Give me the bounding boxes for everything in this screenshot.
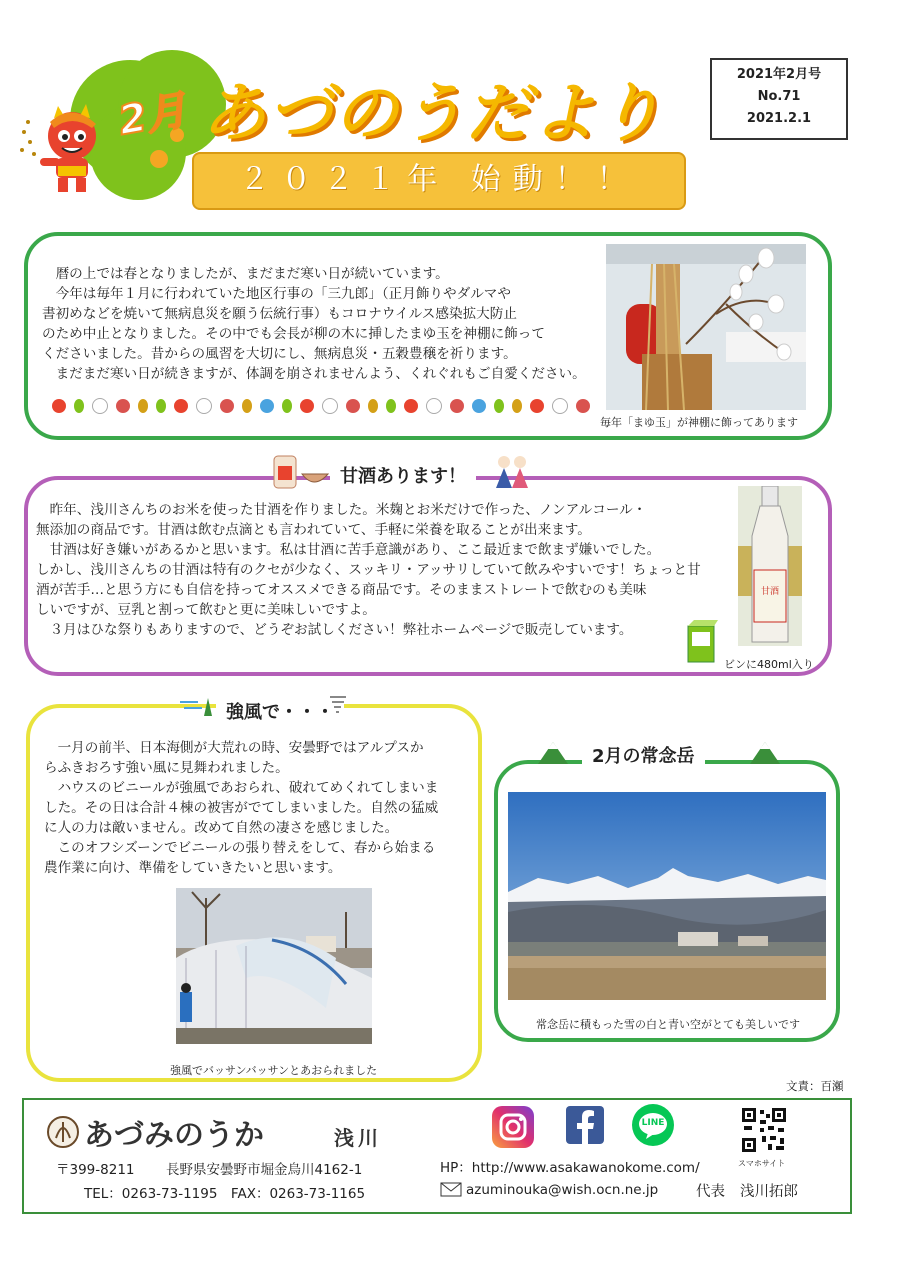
section2-text: 昨年、浅川さんちのお米を使った甘酒を作りました。米麹とお米だけで作った、ノンアルコール・ 無添加の商品です。甘酒は飲む点滴とも言われていて、手軽に栄養を取ることが出来ます。 甘酒は好き嫌いがあるかと思います。私は甘酒に苦手意識があり、ここ最近まで飲まず嫌いでした。 しかし、浅川さんちの甘酒は特有のクセが少なく、スッキリ・アッサリしていて飲みやすいです！ちょっと甘 酒が苦手…と思う方にも自信を持ってオススメできる商品です。そのままストレートで飲むのも美味 しいですが、豆乳と割って飲むと更に美味しいですよ。 ３月はひな祭りもありますので、どうぞお試しください！弊社ホームページで販売しています。 [36, 502, 701, 638]
tornado-icon [328, 694, 348, 716]
wind-icon [178, 694, 214, 718]
representative-label: 代表 [696, 1184, 725, 1200]
postal-code: 〒399-8211 [56, 1162, 135, 1178]
month-label: 2月 [115, 87, 190, 145]
oni-mascot-icon [14, 98, 114, 198]
mountain-icon-right [750, 740, 780, 764]
mail-icon [440, 1180, 462, 1198]
section1-text: 暦の上では春となりましたが、まだまだ寒い日が続いています。 今年は毎年１月に行われていた地区行事の「三九郎」（正月飾りやダルマや 書初めなどを焼いて無病息災を願う伝統行事）もコロナウイルス感染拡大防止 のため中止となりました。その中でも会長が柳の木に挿したまゆ玉を神棚に飾って くださいました。昔からの風習を大切にし、無病息災・五穀豊穣を祈ります。 まだまだ寒い日が続きますが、体調を崩されませんよう、くれぐれもご自愛ください。 [42, 266, 586, 382]
section2-heading: 甘酒あります！ [330, 462, 476, 488]
homepage-link[interactable]: HP：http://www.asakawanokome.com/ [440, 1160, 700, 1176]
company-logo-text: あづみのうか [84, 1118, 264, 1153]
tel-fax: TEL：0263-73-1195 FAX：0263-73-1165 [84, 1186, 366, 1202]
decorative-border-row [52, 398, 590, 414]
company-logo-sub: 浅川 [334, 1126, 382, 1150]
section4-heading: 2月の常念岳 [582, 742, 705, 768]
facebook-icon[interactable] [566, 1106, 604, 1144]
qr-label: スマホサイト [738, 1159, 786, 1168]
issue-number: No.71 [757, 89, 801, 104]
greenhouse-photo [176, 888, 372, 1044]
issue-info-box [710, 58, 848, 140]
hina-doll-icon [492, 450, 532, 490]
line-label: LINE [641, 1118, 665, 1128]
issue-date: 2021.2.1 [746, 111, 812, 126]
section3-caption: 強風でバッサンバッサンとあおられました [170, 1064, 378, 1077]
section1-caption: 毎年「まゆ玉」が神棚に飾ってあります [600, 416, 798, 429]
headline-banner: ２０２１年 始動！！ [192, 152, 686, 210]
issue-date-label: 2021年2月号 [736, 67, 822, 82]
company-address: 長野県安曇野市堀金烏川4162-1 [166, 1162, 363, 1178]
amazake-bottle-photo [738, 486, 802, 646]
author-credit: 文責：百瀬 [786, 1079, 844, 1093]
section3-heading: 強風で・・・ [216, 698, 344, 724]
jonendake-photo [508, 792, 826, 1000]
amazake-cup-icon [272, 452, 332, 492]
company-logo-icon [46, 1112, 80, 1150]
newsletter-title: あづのうだより [202, 77, 664, 151]
section3-text: 一月の前半、日本海側が大荒れの時、安曇野ではアルプスか らふきおろす強い風に見舞われました。 ハウスのビニールが強風であおられ、破れてめくれてしまいま した。その日は合計４棟の被害がでてしまいました。自然の猛威 に人の力は敵いません。改めて自然の凄さを感じました。 このオフシズーンでビニールの張り替えをして、春から始まる 農作業に向け、準備をしていきたいと思います。 [44, 740, 439, 876]
email-link[interactable]: azuminouka@wish.ocn.ne.jp [466, 1182, 659, 1198]
qr-code-icon[interactable] [740, 1106, 788, 1154]
amazake-pack-icon [686, 620, 720, 664]
section4-caption: 常念岳に積もった雪の白と青い空がとても美しいです [536, 1018, 800, 1031]
instagram-icon[interactable] [492, 1106, 534, 1148]
representative-name: 浅川拓郎 [740, 1184, 798, 1200]
section2-caption: ビンに480ml入り [724, 658, 814, 671]
mayudama-photo [606, 244, 806, 410]
mountain-icon-left [538, 740, 568, 764]
svg-text:甘酒: 甘酒 [760, 587, 780, 597]
